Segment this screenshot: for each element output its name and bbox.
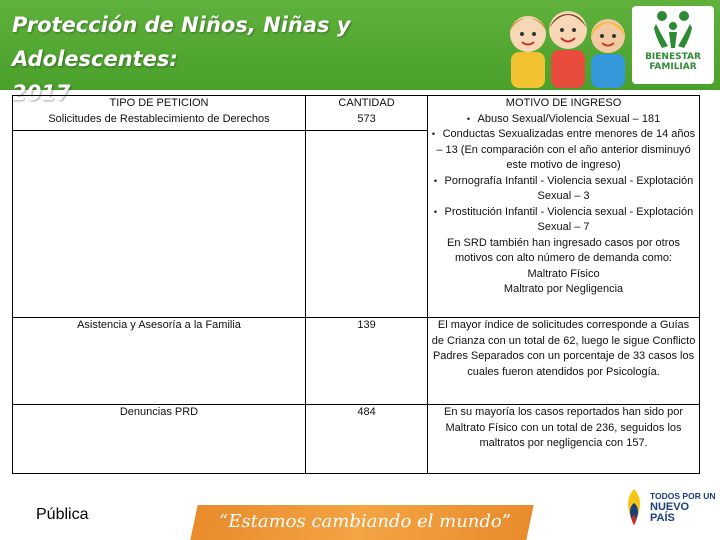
bienestar-familiar-logo: [632, 6, 714, 84]
gov-line-1: TODOS POR UN: [650, 491, 716, 501]
motivo-bullet: • Pornografía Infantil - Violencia sexual - Explotación Sexual – 3: [431, 174, 696, 205]
row-2-tipo: Asistencia y Asesoría a la Familia: [13, 318, 306, 405]
slogan-text: “Estamos cambiando el mundo”: [219, 511, 511, 532]
children-illustration: [505, 0, 630, 88]
row-3-cantidad: 484: [306, 405, 428, 474]
row-2-cantidad: 139: [306, 318, 428, 405]
row-2-motivo: El mayor índice de solicitudes corresponde a Guías de Crianza con un total de 62, luego le sigue Conflicto Padres Separados con un porcentaje de 33 casos los cuales fueron atendidos por Psicología.: [428, 318, 700, 405]
table-row: [13, 318, 700, 405]
motivo-extra: Maltrato por Negligencia: [503, 283, 624, 295]
logo-line-1: BIENESTAR: [645, 52, 701, 62]
motivo-bullet: • Abuso Sexual/Violencia Sexual – 181: [431, 112, 696, 128]
table-cell: [13, 131, 306, 318]
column-header-tipo: TIPO DE PETICION: [109, 97, 209, 109]
motivo-extra: En SRD también han ingresado casos por otros motivos con alto número de demanda como:: [447, 236, 681, 264]
table-cell: [306, 131, 428, 318]
gov-line-2: NUEVO PAÍS: [650, 501, 690, 524]
motivo-extra: Maltrato Físico: [527, 267, 600, 280]
column-header-cantidad: CANTIDAD: [338, 97, 395, 109]
column-header-motivo: MOTIVO DE INGRESO: [505, 97, 622, 109]
table-cell: [13, 96, 306, 131]
row-3-tipo: Denuncias PRD: [13, 405, 306, 474]
table-cell: [306, 96, 428, 131]
motivo-bullet: • Prostitución Infantil - Violencia sexual - Explotación Sexual – 7: [431, 205, 696, 236]
row-1-tipo: Solicitudes de Restablecimiento de Derechos: [48, 112, 270, 125]
table-cell: [428, 96, 700, 318]
family-icon: [632, 6, 714, 52]
table-row: [13, 405, 700, 474]
petitions-table: [12, 95, 700, 474]
table-header-row: [13, 96, 700, 131]
logo-line-2: FAMILIAR: [649, 62, 697, 72]
row-1-cantidad: 573: [357, 112, 376, 125]
title-line-2: 2017: [12, 81, 71, 105]
row-3-motivo: En su mayoría los casos reportados han sido por Maltrato Físico con un total de 236, seguidos los maltratos por negligencia con 157.: [428, 405, 700, 474]
classification-label: Pública: [36, 506, 89, 523]
motivo-bullet: • Conductas Sexualizadas entre menores de 14 años – 13 (En comparación con el año anterior disminuyó este motivo de ingreso): [431, 127, 696, 174]
title-line-1: Protección de Niños, Niñas y Adolescentes:: [12, 13, 351, 71]
government-logo: [620, 483, 716, 535]
colombia-flag-icon: [620, 487, 648, 527]
